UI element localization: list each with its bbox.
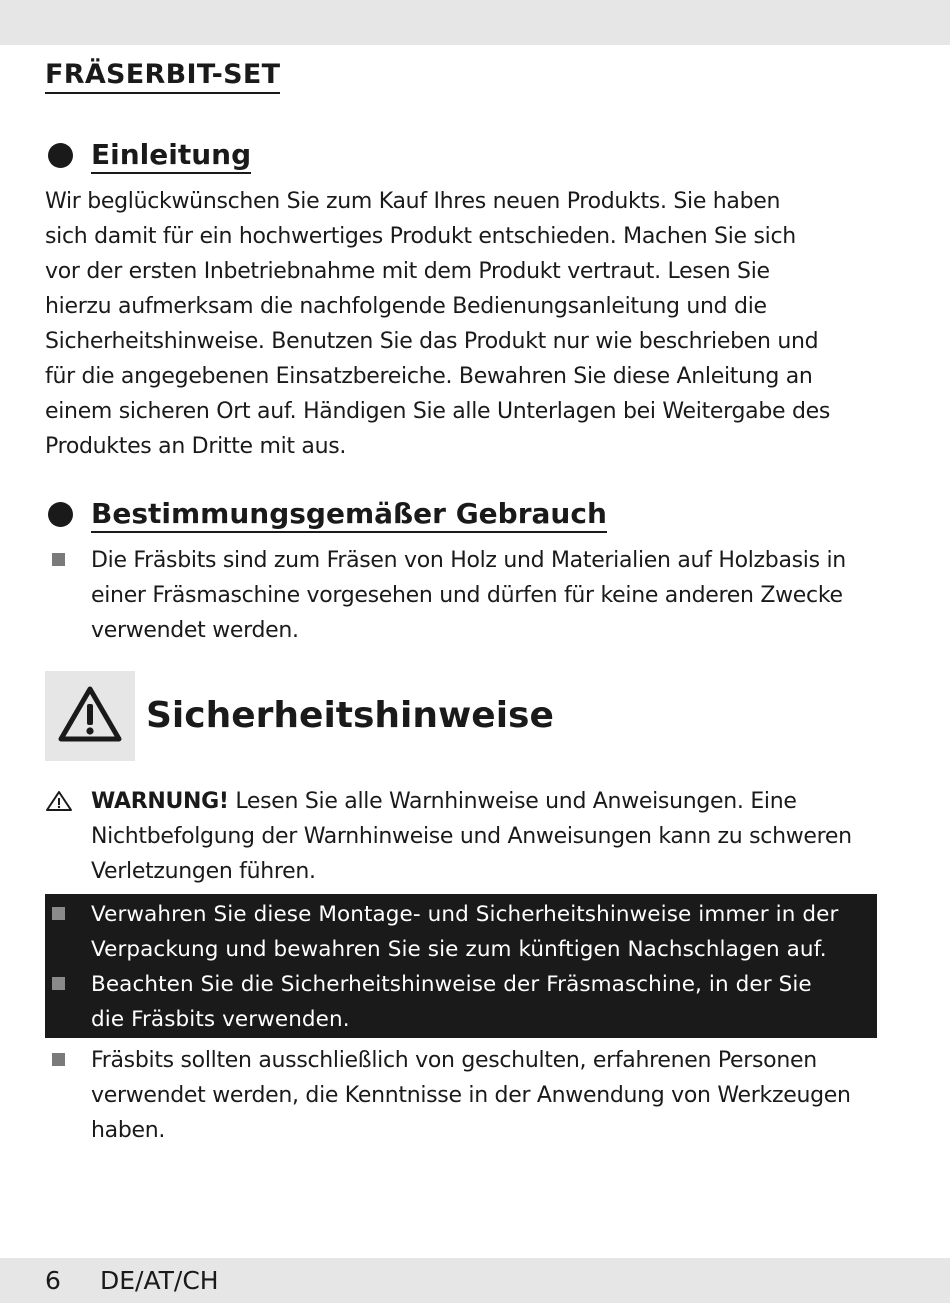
paragraph-line: einem sicheren Ort auf. Händigen Sie alle Unterlagen bei Weitergabe des <box>45 399 831 424</box>
list-item-text <box>91 1043 851 1148</box>
page-number: 6 <box>45 1266 61 1295</box>
intro-paragraph <box>45 184 915 464</box>
text-line: die Fräsbits verwenden. <box>91 1007 350 1032</box>
text-line: verwendet werden. <box>91 618 299 643</box>
warning-text <box>91 784 852 889</box>
bullet-dot-icon <box>48 143 73 168</box>
warning-triangle-icon <box>57 685 123 743</box>
list-item-text <box>91 897 838 967</box>
warning-text-start: Lesen Sie alle Warnhinweise und Anweisungen. Eine <box>228 789 797 814</box>
paragraph-line: für die angegebenen Einsatzbereiche. Bewahren Sie diese Anleitung an <box>45 364 813 389</box>
text-line: Verpackung und bewahren Sie sie zum künftigen Nachschlagen auf. <box>91 937 827 962</box>
text-line: Verwahren Sie diese Montage- und Sicherheitshinweise immer in der <box>91 902 839 927</box>
text-line: haben. <box>91 1118 166 1143</box>
text-line: Die Fräsbits sind zum Fräsen von Holz und Materialien auf Holzbasis in <box>91 548 846 573</box>
paragraph-line: Sicherheitshinweise. Benutzen Sie das Produkt nur wie beschrieben und <box>45 329 819 354</box>
text-line: Verletzungen führen. <box>91 859 316 884</box>
page-footer <box>0 1258 950 1303</box>
text-line: Fräsbits sollten ausschließlich von geschulten, erfahrenen Personen <box>91 1048 817 1073</box>
section-title: Einleitung <box>91 138 251 174</box>
top-band <box>0 0 950 45</box>
square-bullet-icon <box>52 977 65 990</box>
square-bullet-icon <box>52 1053 65 1066</box>
paragraph-line: Wir beglückwünschen Sie zum Kauf Ihres neuen Produkts. Sie haben <box>45 189 781 214</box>
paragraph-line: Produktes an Dritte mit aus. <box>45 434 347 459</box>
text-line: einer Fräsmaschine vorgesehen und dürfen für keine anderen Zwecke <box>91 583 843 608</box>
bullet-dot-icon <box>48 502 73 527</box>
text-line: Beachten Sie die Sicherheitshinweise der Fräsmaschine, in der Sie <box>91 972 812 997</box>
square-bullet-icon <box>52 907 65 920</box>
text-line: verwendet werden, die Kenntnisse in der Anwendung von Werkzeugen <box>91 1083 851 1108</box>
region-label: DE/AT/CH <box>100 1266 219 1295</box>
square-bullet-icon <box>52 553 65 566</box>
paragraph-line: sich damit für ein hochwertiges Produkt entschieden. Machen Sie sich <box>45 224 796 249</box>
list-item-text <box>91 967 812 1037</box>
paragraph-line: vor der ersten Inbetriebnahme mit dem Produkt vertraut. Lesen Sie <box>45 259 770 284</box>
safety-section-title: Sicherheitshinweise <box>146 695 554 736</box>
highlighted-notice <box>45 894 877 1038</box>
text-line <box>91 784 852 819</box>
warning-label: WARNUNG! <box>91 789 229 814</box>
document-title: FRÄSERBIT-SET <box>45 58 280 94</box>
section-title: Bestimmungsgemäßer Gebrauch <box>91 497 607 533</box>
text-line: Nichtbefolgung der Warnhinweise und Anweisungen kann zu schweren <box>91 824 852 849</box>
list-item-text <box>91 543 846 648</box>
warning-icon-box <box>45 671 135 761</box>
small-warning-icon <box>45 790 73 812</box>
paragraph-line: hierzu aufmerksam die nachfolgende Bedienungsanleitung und die <box>45 294 767 319</box>
